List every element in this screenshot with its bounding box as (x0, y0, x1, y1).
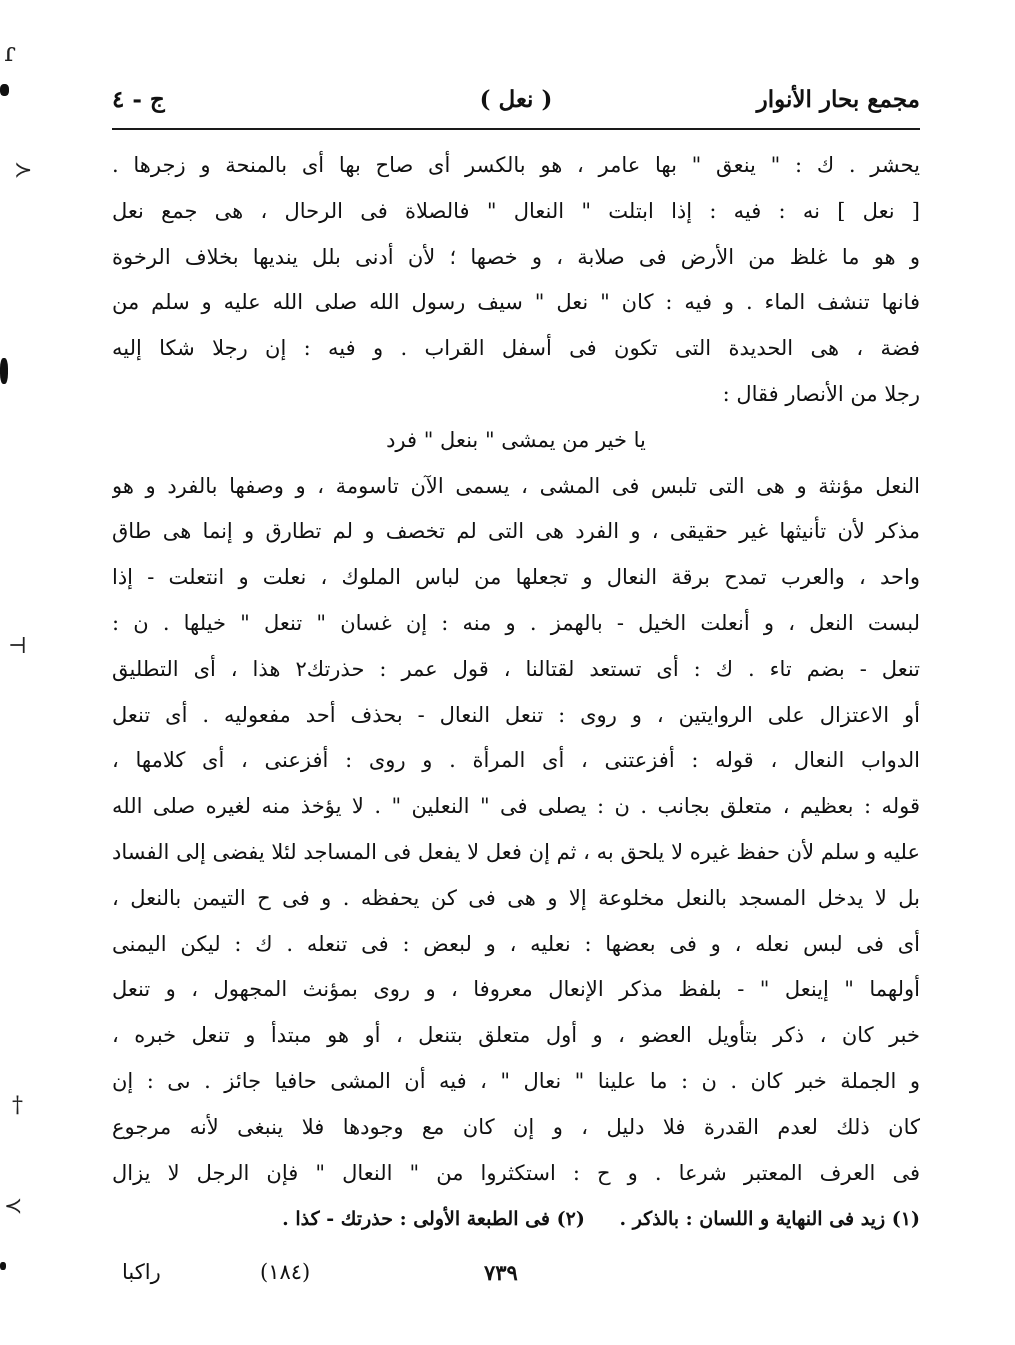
footnote-2: (٢) فى الطبعة الأولى : حذرتك - كذا . (282, 1208, 585, 1230)
scan-blot (0, 358, 8, 384)
text-line: أولهما " إينعل " - بلفظ مذكر الإنعال معروفا ، و روى بمؤنث المجهول ، و تنعل (112, 977, 920, 1002)
text-line: مذكر لأن تأنيثها غير حقيقى ، و الفرد هى التى لم تخصف و لم تطارق و إنما هى طاق (112, 519, 920, 544)
margin-mark: ≺ (4, 1194, 23, 1219)
text-line: النعل مؤنثة و هى التى تلبس فى المشى ، يسمى الآن تاسومة ، و وصفها بالفرد و هو (112, 473, 920, 498)
verse-line: يا خير من يمشى " بنعل " فرد (386, 427, 646, 452)
main-text (112, 143, 920, 1196)
text-line: [ نعل ] نه : فيه : إذا ابتلت " النعال " فالصلاة فى الرحال ، هى جمع نعل (112, 198, 920, 223)
text-line: بل لا يدخل المسجد بالنعل مخلوعة إلا و هى فى كن يحفظه . و فى ح التيمن بالنعل ، (112, 885, 920, 910)
text-line: فضة ، هى الحديدة التى تكون فى أسفل القراب . و فيه : إن رجلا شكا إليه (112, 336, 920, 361)
volume-label: ج - ٤ (112, 86, 165, 113)
entry-heading: ( نعل ) (479, 86, 553, 113)
text-line: أى فى لبس نعله ، و فى بعضها : نعليه ، و لبعض : فى تنعله . ك : ليكن اليمنى (112, 931, 920, 956)
running-header (112, 80, 920, 122)
text-line: قوله : بعظيم ، متعلق بجانب . ن : يصلى فى " النعلين " . لا يؤخذ منه لغيره صلى الله (112, 794, 920, 819)
book-title: مجمع بحار الأنوار (756, 86, 920, 113)
text-line: أو الاعتزال على الروايتين ، و روى : تنعل النعال - بحذف أحد مفعوليه . أى تنعل (112, 702, 920, 727)
section-number: (١٨٤) (260, 1260, 311, 1284)
page-footer (112, 1260, 920, 1296)
text-line: و هو ما غلظ من الأرض فى صلابة ، و خصها ؛ لأن أدنى بلل ينديها بخلاف الرخوة (112, 244, 920, 269)
footnotes (112, 1208, 920, 1248)
catchword: راكبا (122, 1260, 161, 1284)
text-line: خبر كان ، ذكر بتأويل العضو ، و أول متعلق بتنعل ، أو هو مبتدأ و تنعل خبره ، (112, 1023, 920, 1048)
scan-blot (0, 84, 9, 96)
header-rule (112, 128, 920, 130)
text-line: رجلا من الأنصار فقال : (722, 381, 920, 406)
text-line: لبست النعل ، و أنعلت الخيل - بالهمز . و منه : إن غسان " تنعل " خيلها . ن : (112, 610, 920, 635)
text-line: الدواب النعال ، قوله : أفزعتنى ، أى المرأة . و روى : أفزعنى ، أى كلامها ، (112, 748, 920, 773)
margin-mark: ≻ (14, 158, 33, 183)
text-line: تنعل - بضم تاء . ك : أى تستعد لقتالنا ، قول عمر : حذرتك٢ هذا ، أى التطليق (112, 656, 920, 681)
scan-blot (0, 1262, 6, 1270)
text-line: فى العرف المعتبر شرعا . و ح : استكثروا من " النعال " فإن الرجل لا يزال (112, 1160, 920, 1185)
text-line: يحشر . ك : " ينعق " بها عامر ، هو بالكسر أى صاح بها أى بالمنحة و زجرها . (112, 153, 920, 177)
margin-mark: ⊣ (8, 634, 27, 659)
text-line: واحد ، والعرب تمدح برقة النعال و تجعلها من لباس الملوك ، نعلت و انتعلت - إذا (112, 565, 920, 590)
text-line: كان ذلك لعدم القدرة فلا دليل ، و إن كان مع وجودها فلا ينبغى لأنه مرجوع (112, 1114, 920, 1139)
text-line: فانها تنشف الماء . و فيه : كان " نعل " سيف رسول الله صلى الله عليه و سلم من (112, 290, 920, 315)
text-line: عليه و سلم لأن حفظ غيره لا يلحق به ، ثم إن فعل لا يفعل فى المساجد لئلا يفضى إلى الفساد (112, 839, 920, 864)
text-line: و الجملة خبر كان . ن : ما علينا " نعال " ، فيه أن المشى حافيا جائز . ىى : إن (112, 1068, 920, 1093)
margin-mark: † (12, 1093, 23, 1118)
page-number: ٧٣٩ (484, 1260, 518, 1285)
margin-mark: ɾ (4, 38, 16, 68)
footnote-1: (١) زيد فى النهاية و اللسان : بالذكر . (619, 1208, 920, 1230)
